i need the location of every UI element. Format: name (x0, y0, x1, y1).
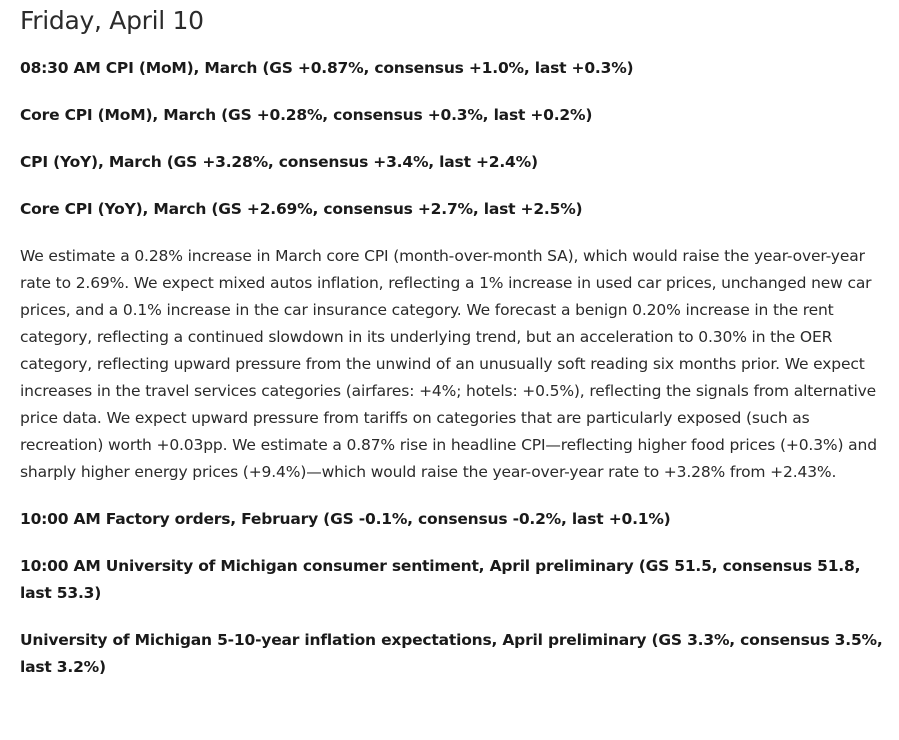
date-heading: Friday, April 10 (20, 6, 204, 35)
cpi-commentary-paragraph: We estimate a 0.28% increase in March core CPI (month-over-month SA), which would raise the year-over-year rate to 2.69%. We expect mixed autos inflation, reflecting a 1% increase in used car prices, unchanged new car prices, and a 0.1% increase in the car insurance category. We forecast a benign 0.20% increase in the rent category, reflecting a continued slowdown in its underlying trend, but an acceleration to 0.30% in the OER category, reflecting upward pressure from the unwind of an unusually soft reading six months prior. We expect increases in the travel services categories (airfares: +4%; hotels: +0.5%), reflecting the signals from alternative price data. We expect upward pressure from tariffs on categories that are particularly exposed (such as recreation) worth +0.03pp. We estimate a 0.87% rise in headline CPI—reflecting higher food prices (+0.3%) and sharply higher energy prices (+9.4%)—which would raise the year-over-year rate to +3.28% from +2.43%. (20, 247, 877, 481)
release-factory-orders: 10:00 AM Factory orders, February (GS -0.1%, consensus -0.2%, last +0.1%) (20, 510, 671, 528)
release-core-cpi-mom: Core CPI (MoM), March (GS +0.28%, consensus +0.3%, last +0.2%) (20, 106, 593, 124)
release-umich-sentiment: 10:00 AM University of Michigan consumer sentiment, April preliminary (GS 51.5, consensus 51.8, last 53.3) (20, 557, 861, 602)
release-core-cpi-yoy: Core CPI (YoY), March (GS +2.69%, consensus +2.7%, last +2.5%) (20, 200, 583, 218)
release-cpi-mom: 08:30 AM CPI (MoM), March (GS +0.87%, consensus +1.0%, last +0.3%) (20, 59, 634, 77)
release-cpi-yoy: CPI (YoY), March (GS +3.28%, consensus +3.4%, last +2.4%) (20, 153, 538, 171)
release-umich-inflation-expectations: University of Michigan 5-10-year inflation expectations, April preliminary (GS 3.3%, consensus 3.5%, last 3.2%) (20, 631, 883, 676)
